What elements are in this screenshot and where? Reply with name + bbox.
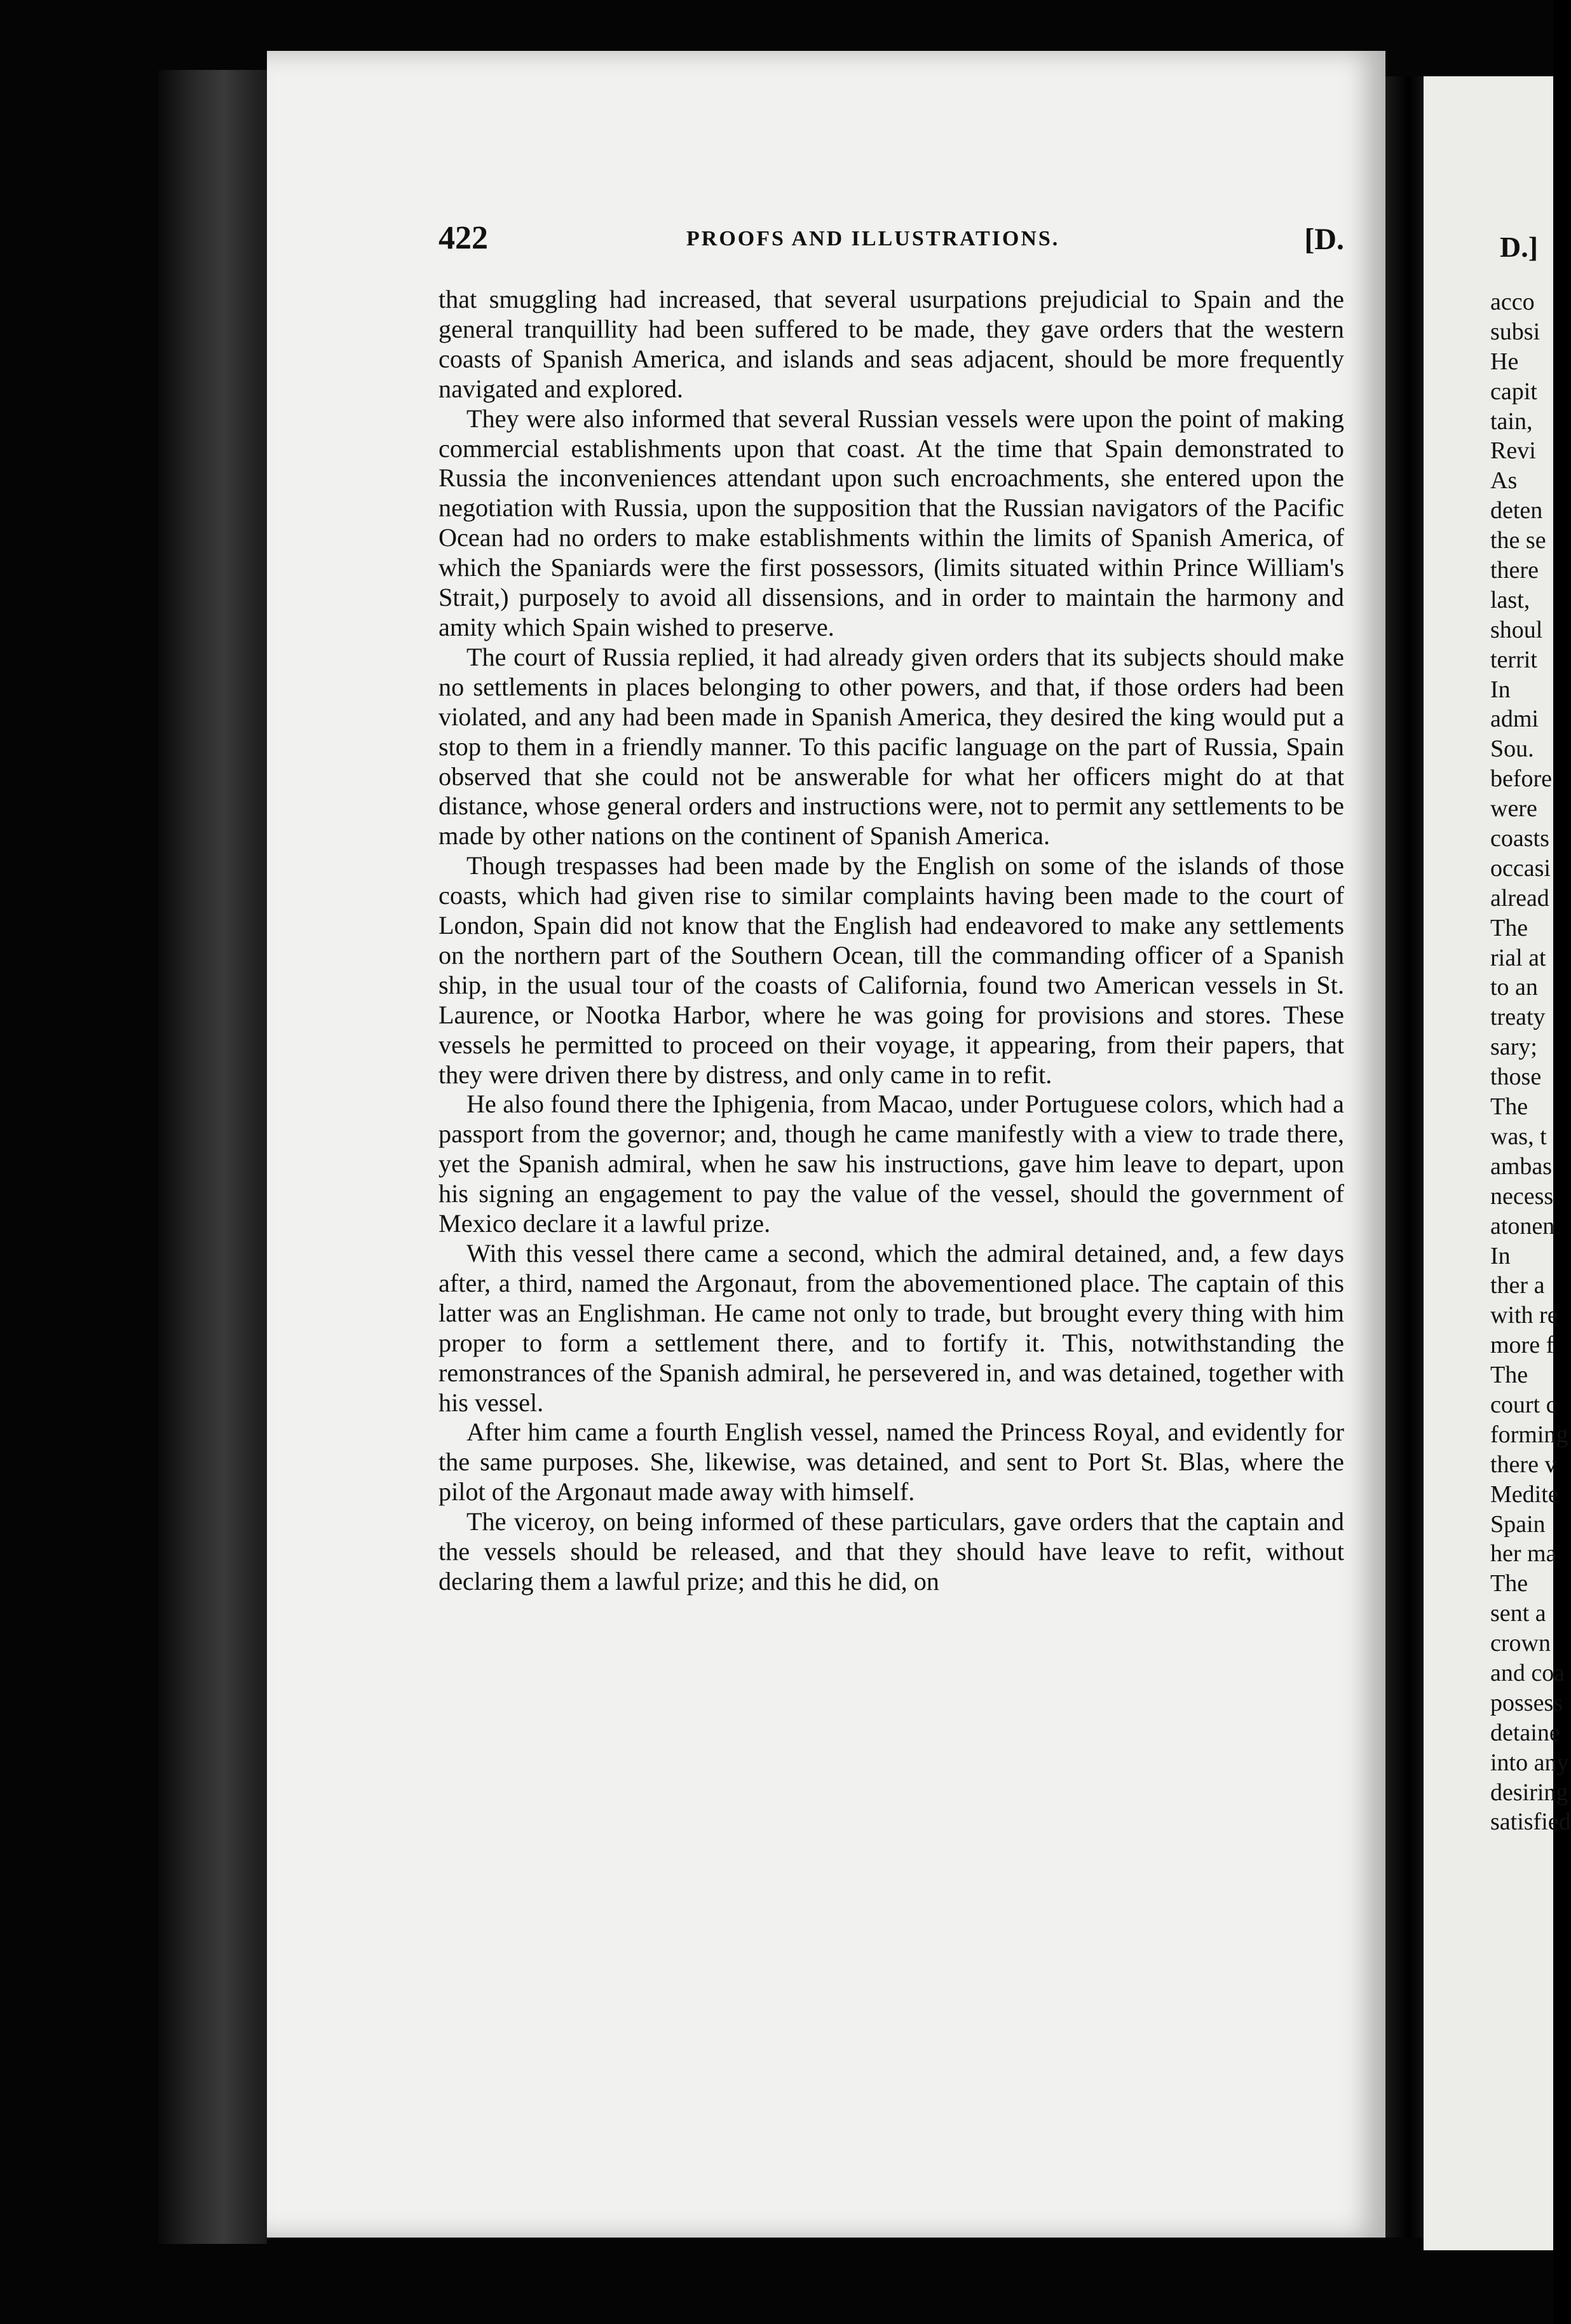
right-page-line: The bbox=[1490, 914, 1528, 941]
right-page-line: treaty bbox=[1490, 1004, 1546, 1031]
paragraph: Though trespasses had been made by the English on some of the islands of those coasts, which had given rise to similar complaints having been made to the court of London, Spain did not know that the English had endeavored to make any settlements on the northern part of the Southern Ocean, till the commanding officer of a Spanish ship, in the usual tour of the coasts of California, found two American vessels in St. Laurence, or Nootka Harbor, where he was going for provisions and stores. These vessels he permitted to proceed on their voyage, it appearing, from their papers, that they were driven there by distress, and only came in to refit. bbox=[439, 851, 1344, 1089]
right-page-line: possess bbox=[1490, 1689, 1563, 1716]
right-page-line: The bbox=[1490, 1362, 1528, 1389]
right-page-line: the se bbox=[1490, 527, 1546, 554]
right-page-line: deten bbox=[1490, 497, 1543, 524]
right-page-line: sary; bbox=[1490, 1034, 1537, 1061]
right-page-line: acco bbox=[1490, 289, 1535, 315]
right-page-line: subsi bbox=[1490, 318, 1540, 345]
running-head: PROOFS AND ILLUSTRATIONS. bbox=[686, 227, 1060, 250]
right-page-line: court c bbox=[1490, 1391, 1557, 1418]
right-page-line: In bbox=[1490, 1242, 1511, 1269]
body-text bbox=[439, 285, 1344, 1597]
right-page-line: detaine bbox=[1490, 1719, 1560, 1746]
right-page-line: more f bbox=[1490, 1332, 1554, 1359]
right-page-line: there v bbox=[1490, 1451, 1557, 1478]
right-page-line: was, t bbox=[1490, 1123, 1547, 1150]
right-page-line: forming bbox=[1490, 1421, 1568, 1448]
paragraph: The viceroy, on being informed of these particulars, gave orders that the captain and the vessels should be released, and that they should have leave to refit, without declaring them a lawful prize; and this he did, on bbox=[439, 1507, 1344, 1596]
right-page-line: Sou. bbox=[1490, 735, 1534, 763]
right-page-line: her ma bbox=[1490, 1540, 1557, 1568]
right-page bbox=[1424, 76, 1571, 2250]
right-page-line: shoul bbox=[1490, 616, 1543, 643]
right-page-line: capit bbox=[1490, 378, 1537, 405]
right-page-line: into any bbox=[1490, 1749, 1569, 1776]
right-page-line: ambas bbox=[1490, 1152, 1553, 1180]
right-page-line: Medite bbox=[1490, 1480, 1559, 1508]
right-page-header: D.] bbox=[1500, 231, 1539, 263]
right-page-line: necess bbox=[1490, 1182, 1554, 1210]
right-page-line: alread bbox=[1490, 884, 1549, 912]
right-page-line: those bbox=[1490, 1063, 1542, 1091]
paragraph: The court of Russia replied, it had already given orders that its subjects should make no settlements in places belonging to other powers, and that, if those orders had been violated, and any had been made in Spanish America, they desired the king would put a stop to them in a friendly manner. To this pacific language on the part of Russia, Spain observed that she could not be answerable for what her officers might do at that distance, whose general orders and instructions were, not to permit any settlements to be made by other nations on the continent of Spanish America. bbox=[439, 642, 1344, 851]
right-page-line: before bbox=[1490, 765, 1553, 793]
right-page-line: and coa bbox=[1490, 1659, 1565, 1686]
paragraph: After him came a fourth English vessel, named the Princess Royal, and evidently for the same purposes. She, likewise, was detained, and sent to Port St. Blas, where the pilot of the Argonaut made away with himself. bbox=[439, 1418, 1344, 1507]
book-page-edges bbox=[159, 70, 267, 2244]
right-page-line: The bbox=[1490, 1570, 1528, 1597]
right-page-line: ther a bbox=[1490, 1272, 1545, 1299]
page-number: 422 bbox=[439, 220, 488, 256]
right-page-line: In bbox=[1490, 676, 1511, 703]
right-page-line: occasi bbox=[1490, 854, 1551, 882]
right-page-line: to an bbox=[1490, 974, 1538, 1001]
right-page-line: Revi bbox=[1490, 437, 1536, 465]
right-page-line: tain, bbox=[1490, 407, 1533, 435]
right-page-line: sent a bbox=[1490, 1600, 1546, 1627]
right-page-line: rial at bbox=[1490, 944, 1546, 971]
right-page-line: last, bbox=[1490, 586, 1530, 613]
page-header bbox=[439, 219, 1344, 264]
right-page-line: Spain bbox=[1490, 1510, 1546, 1538]
section-mark: [D. bbox=[1304, 222, 1344, 256]
right-page-line: desiring bbox=[1490, 1779, 1568, 1806]
right-page-line: As bbox=[1490, 467, 1518, 495]
right-page-line: He bbox=[1490, 348, 1519, 375]
right-page-line: territ bbox=[1490, 646, 1537, 673]
right-page-line: with re bbox=[1490, 1302, 1558, 1329]
right-page-line: atonen bbox=[1490, 1212, 1555, 1240]
right-page-line: satisfied bbox=[1490, 1808, 1571, 1836]
right-page-line: coasts bbox=[1490, 825, 1549, 852]
right-page-line: The bbox=[1490, 1093, 1528, 1121]
paragraph: that smuggling had increased, that several usurpations prejudicial to Spain and the general tranquillity had been suffered to be made, they gave orders that the western coasts of Spanish America, and islands and seas adjacent, should be more frequently navigated and explored. bbox=[439, 285, 1344, 403]
right-page-text bbox=[1490, 287, 1571, 1837]
book-gutter bbox=[1385, 76, 1424, 2238]
right-page-line: were bbox=[1490, 795, 1537, 823]
right-page-line: admi bbox=[1490, 706, 1539, 733]
paragraph: He also found there the Iphigenia, from Macao, under Portuguese colors, which had a passport from the governor; and, though he came manifestly with a view to trade there, yet the Spanish admiral, when he saw his instructions, gave him leave to depart, upon his signing an engagement to pay the value of the vessel, should the government of Mexico declare it a lawful prize. bbox=[439, 1090, 1344, 1238]
right-page-line: crown bbox=[1490, 1630, 1551, 1657]
paragraph: They were also informed that several Russian vessels were upon the point of making commercial establishments upon that coast. At the time that Spain demonstrated to Russia the inconveniences attendant upon such encroachments, she entered upon the negotiation with Russia, upon the supposition that the Russian navigators of the Pacific Ocean had no orders to make establishments within the limits of Spanish America, of which the Spaniards were the first possessors, (limits situated within Prince William's Strait,) purposely to avoid all dissensions, and in order to maintain the harmony and amity which Spain wished to preserve. bbox=[439, 404, 1344, 641]
right-page-line: there bbox=[1490, 557, 1539, 584]
paragraph: With this vessel there came a second, which the admiral detained, and, a few days after, a third, named the Argonaut, from the abovementioned place. The captain of this latter was an Englishman. He came not only to trade, but brought every thing with him proper to form a settlement there, and to fortify it. This, notwithstanding the remonstrances of the Spanish admiral, he persevered in, and was detained, together with his vessel. bbox=[439, 1239, 1344, 1417]
